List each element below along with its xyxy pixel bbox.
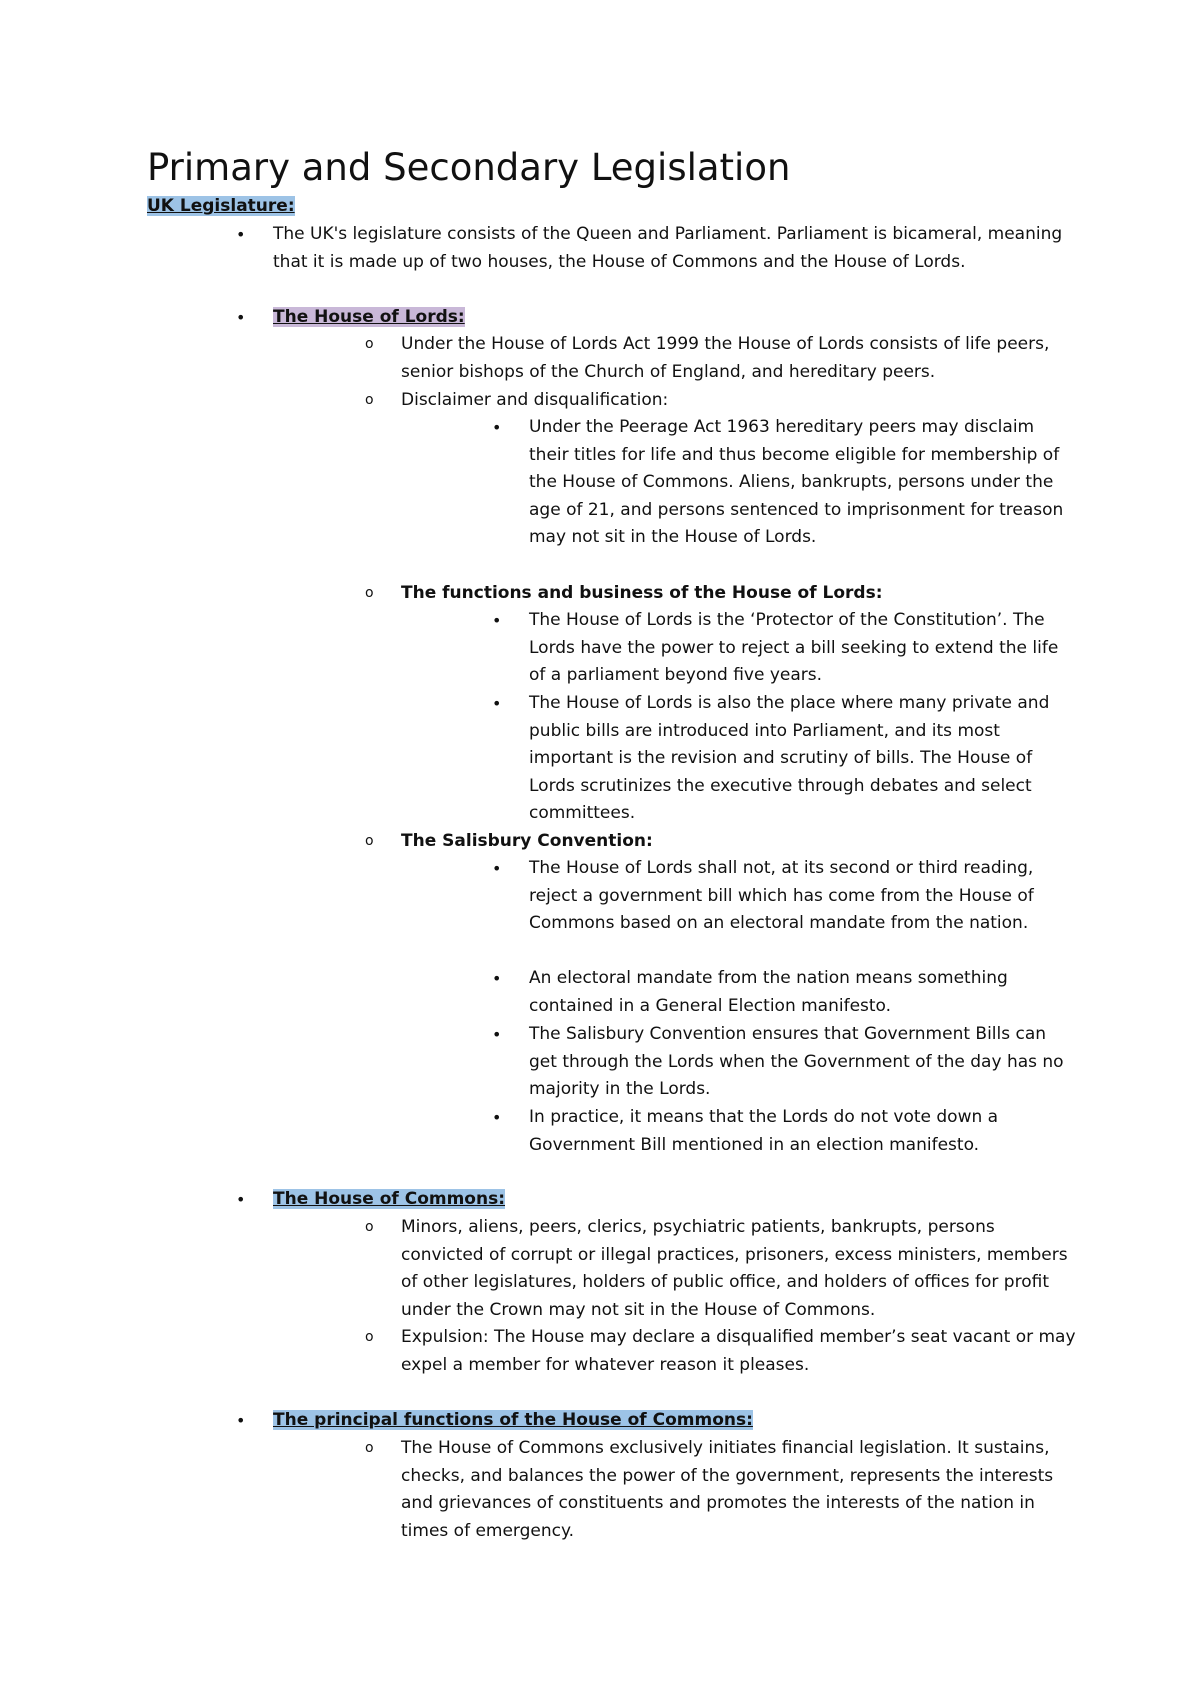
disclaimer-text: Under the Peerage Act 1963 hereditary peers may disclaim their titles for life and thus become eligible for membership of the House of Commons. Aliens, bankrupts, persons under the age of 21, and persons sentenced to imprisonment for treason may not sit in the House of Lords. xyxy=(529,417,1064,548)
lords-act-text: Under the House of Lords Act 1999 the House of Lords consists of life peers, senior bishops of the Church of England, and hereditary peers. xyxy=(401,334,1050,382)
commons-item-1: Minors, aliens, peers, clerics, psychiatric patients, bankrupts, persons convicted of corrupt or illegal practices, prisoners, excess ministers, members of other legislatures, holders of public office, and holders of offices for profit under the Crown may not sit in the House of Commons. xyxy=(401,1217,1068,1320)
bullet-circle-icon: o xyxy=(365,585,374,601)
functions-item-1: The House of Lords is the ‘Protector of the Constitution’. The Lords have the power to reject a bill seeking to extend the life of a parliament beyond five years. xyxy=(529,610,1059,686)
functions-item-2: The House of Lords is also the place where many private and public bills are introduced into Parliament, and its most important is the revision and scrutiny of bills. The House of Lords scrutinizes the executive through debates and select committees. xyxy=(529,693,1050,824)
principal-functions-heading xyxy=(273,1407,1063,1435)
bullet-circle-icon: o xyxy=(365,1440,374,1456)
bullet-disc-icon: • xyxy=(236,308,246,327)
uk-legislature-heading-text: UK Legislature: xyxy=(147,196,295,216)
page-title: Primary and Secondary Legislation xyxy=(147,146,791,189)
bullet-circle-icon: o xyxy=(365,1329,374,1345)
functions-heading: The functions and business of the House of Lords: xyxy=(401,583,883,603)
bullet-disc-icon: • xyxy=(492,694,502,713)
salisbury-item-3: The Salisbury Convention ensures that Government Bills can get through the Lords when the Government of the day has no majority in the Lords. xyxy=(529,1024,1064,1100)
house-of-commons-heading xyxy=(273,1186,1063,1214)
bullet-circle-icon: o xyxy=(365,833,374,849)
bullet-circle-icon: o xyxy=(365,392,374,408)
house-of-lords-heading xyxy=(273,304,1063,332)
bullet-disc-icon: • xyxy=(236,1411,246,1430)
disclaimer-heading: Disclaimer and disqualification: xyxy=(401,390,669,410)
bullet-disc-icon: • xyxy=(492,1025,502,1044)
salisbury-heading: The Salisbury Convention: xyxy=(401,831,653,851)
uk-legislature-heading xyxy=(147,193,295,221)
salisbury-item-1: The House of Lords shall not, at its second or third reading, reject a government bill which has come from the House of Commons based on an electoral mandate from the nation. xyxy=(529,858,1034,934)
bullet-disc-icon: • xyxy=(236,1190,246,1209)
salisbury-item-2: An electoral mandate from the nation means something contained in a General Election manifesto. xyxy=(529,968,1008,1016)
principal-functions-item-1: The House of Commons exclusively initiates financial legislation. It sustains, checks, and balances the power of the government, represents the interests and grievances of constituents and promotes the interests of the nation in times of emergency. xyxy=(401,1438,1054,1541)
bullet-disc-icon: • xyxy=(492,418,502,437)
uk-legislature-text: The UK's legislature consists of the Queen and Parliament. Parliament is bicameral, meaning that it is made up of two houses, the House of Commons and the House of Lords. xyxy=(273,224,1063,272)
house-of-lords-heading-text: The House of Lords: xyxy=(273,307,465,327)
house-of-commons-heading-text: The House of Commons: xyxy=(273,1189,505,1209)
bullet-disc-icon: • xyxy=(492,859,502,878)
salisbury-item-4: In practice, it means that the Lords do not vote down a Government Bill mentioned in an election manifesto. xyxy=(529,1107,999,1155)
bullet-disc-icon: • xyxy=(492,1108,502,1127)
bullet-circle-icon: o xyxy=(365,336,374,352)
commons-item-2: Expulsion: The House may declare a disqualified member’s seat vacant or may expel a member for whatever reason it pleases. xyxy=(401,1327,1076,1375)
principal-functions-heading-text: The principal functions of the House of Commons: xyxy=(273,1410,753,1430)
bullet-circle-icon: o xyxy=(365,1219,374,1235)
bullet-disc-icon: • xyxy=(236,225,246,244)
bullet-disc-icon: • xyxy=(492,611,502,630)
bullet-disc-icon: • xyxy=(492,969,502,988)
